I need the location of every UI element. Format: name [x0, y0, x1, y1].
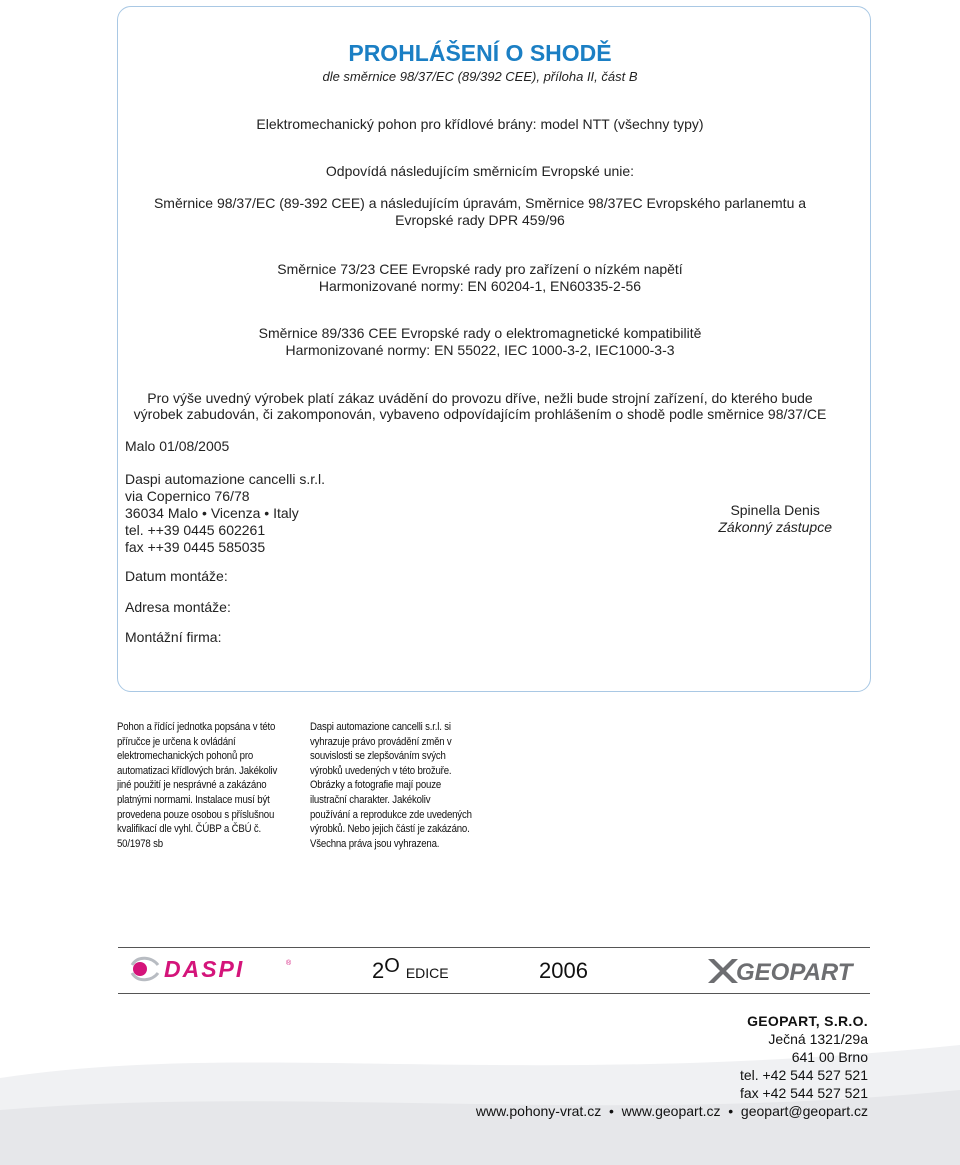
note-line: Daspi automazione cancelli s.r.l. si [310, 721, 451, 733]
place-date: Malo 01/08/2005 [125, 438, 230, 454]
manufacturer-city: 36034 Malo • Vicenza • Italy [125, 505, 299, 521]
warning-line-1: Pro výše uvedný výrobek platí zákaz uvádění do provozu dříve, nežli bude strojní zařízení, do kterého bude [147, 390, 813, 406]
contact-company: GEOPART, S.R.O. [747, 1013, 868, 1029]
edition-label [372, 955, 449, 984]
signer-name: Spinella Denis [730, 502, 820, 518]
directive-1-line-2: Evropské rady DPR 459/96 [395, 212, 565, 228]
note-line: elektromechanických pohonů pro [117, 750, 254, 763]
note-line: Všechna práva jsou vyhrazena. [310, 837, 440, 850]
note-line: Obrázky a fotografie mají pouze [310, 779, 442, 792]
note-line: Pohon a řídící jednotka popsána v této [117, 721, 276, 733]
contact-web: www.pohony-vrat.cz • www.geopart.cz • geopart@geopart.cz [475, 1103, 868, 1119]
manufacturer-block [125, 471, 325, 556]
installation-date-label: Datum montáže: [125, 568, 228, 584]
edition-number: 2 [372, 958, 385, 983]
manufacturer-fax: fax ++39 0445 585035 [125, 539, 266, 555]
contact-city: 641 00 Brno [791, 1049, 868, 1065]
note-line: používání a reprodukce zde uvedených [310, 808, 472, 821]
geopart-logo [706, 955, 872, 987]
note-line: souvislosti se zlepšováním svých [310, 750, 446, 763]
note-line: vyhrazuje právo provádění změn v [310, 735, 452, 748]
directive-3-line-2: Harmonizované normy: EN 55022, IEC 1000-3-2, IEC1000-3-3 [285, 342, 675, 358]
manufacturer-street: via Copernico 76/78 [125, 488, 250, 504]
warning-line-2: výrobek zabudován, či zakomponován, vybaveno odpovídajícím prohlášením o shodě podle směrnice 98/37/CE [133, 406, 827, 422]
note-line: ilustrační charakter. Jakékoliv [310, 793, 431, 806]
svg-text:®: ® [286, 960, 292, 967]
usage-note [117, 720, 277, 851]
directive-1-line-1: Směrnice 98/37/EC (89-392 CEE) a následujícím úpravám, Směrnice 98/37EC Evropského parlanemtu a [153, 195, 807, 211]
contact-street: Ječná 1321/29a [768, 1031, 868, 1047]
note-line: provedena pouze osobou s příslušnou [117, 808, 275, 821]
daspi-wordmark: DASPI [164, 956, 245, 982]
daspi-swirl-icon [132, 958, 158, 980]
note-line: platnými normami. Instalace musí být [117, 793, 270, 806]
installation-address-label: Adresa montáže: [125, 599, 231, 615]
note-line: jiné použití je nesprávné a zakázáno [117, 779, 267, 792]
compliance-line: Odpovídá následujícím směrnicím Evropské unie: [325, 163, 635, 179]
directive-2-line-2: Harmonizované normy: EN 60204-1, EN60335-2-56 [318, 278, 642, 294]
directive-3-line-1: Směrnice 89/336 CEE Evropské rady o elektromagnetické kompatibilitě [258, 325, 702, 341]
geopart-wordmark: GEOPART [736, 959, 853, 986]
note-line: výrobků uvedených v této brožuře. [310, 764, 452, 777]
note-line: 50/1978 sb [117, 837, 163, 850]
declaration-title: PROHLÁŠENÍ O SHODĚ [348, 40, 612, 66]
edition-degree: O [384, 955, 400, 977]
edition-word: EDICE [405, 965, 449, 981]
note-line: kvalifikací dle vyhl. ČÚBP a ČBÚ č. [117, 823, 262, 836]
note-line: výrobků. Nebo jejich částí je zakázáno. [310, 823, 470, 836]
note-line: příručce je určena k ovládání [117, 735, 236, 748]
directive-2-line-1: Směrnice 73/23 CEE Evropské rady pro zařízení o nízkém napětí [277, 261, 683, 277]
product-line: Elektromechanický pohon pro křídlové brány: model NTT (všechny typy) [256, 116, 704, 132]
geopart-x-icon [708, 959, 738, 983]
note-line: automatizaci křídlových brán. Jakékoliv [117, 764, 278, 777]
signer-block [718, 502, 832, 536]
installation-company-label: Montážní firma: [125, 629, 222, 645]
rights-note [310, 720, 472, 851]
edition-year: 2006 [539, 958, 588, 983]
daspi-logo [128, 953, 298, 985]
manufacturer-name: Daspi automazione cancelli s.r.l. [125, 471, 325, 487]
contact-tel: tel. +42 544 527 521 [739, 1067, 868, 1083]
manufacturer-tel: tel. ++39 0445 602261 [125, 522, 266, 538]
contact-block [476, 1012, 868, 1120]
signer-role: Zákonný zástupce [718, 519, 832, 535]
contact-fax: fax +42 544 527 521 [739, 1085, 868, 1101]
declaration-subtitle: dle směrnice 98/37/EC (89/392 CEE), příloha II, část B [322, 69, 638, 84]
